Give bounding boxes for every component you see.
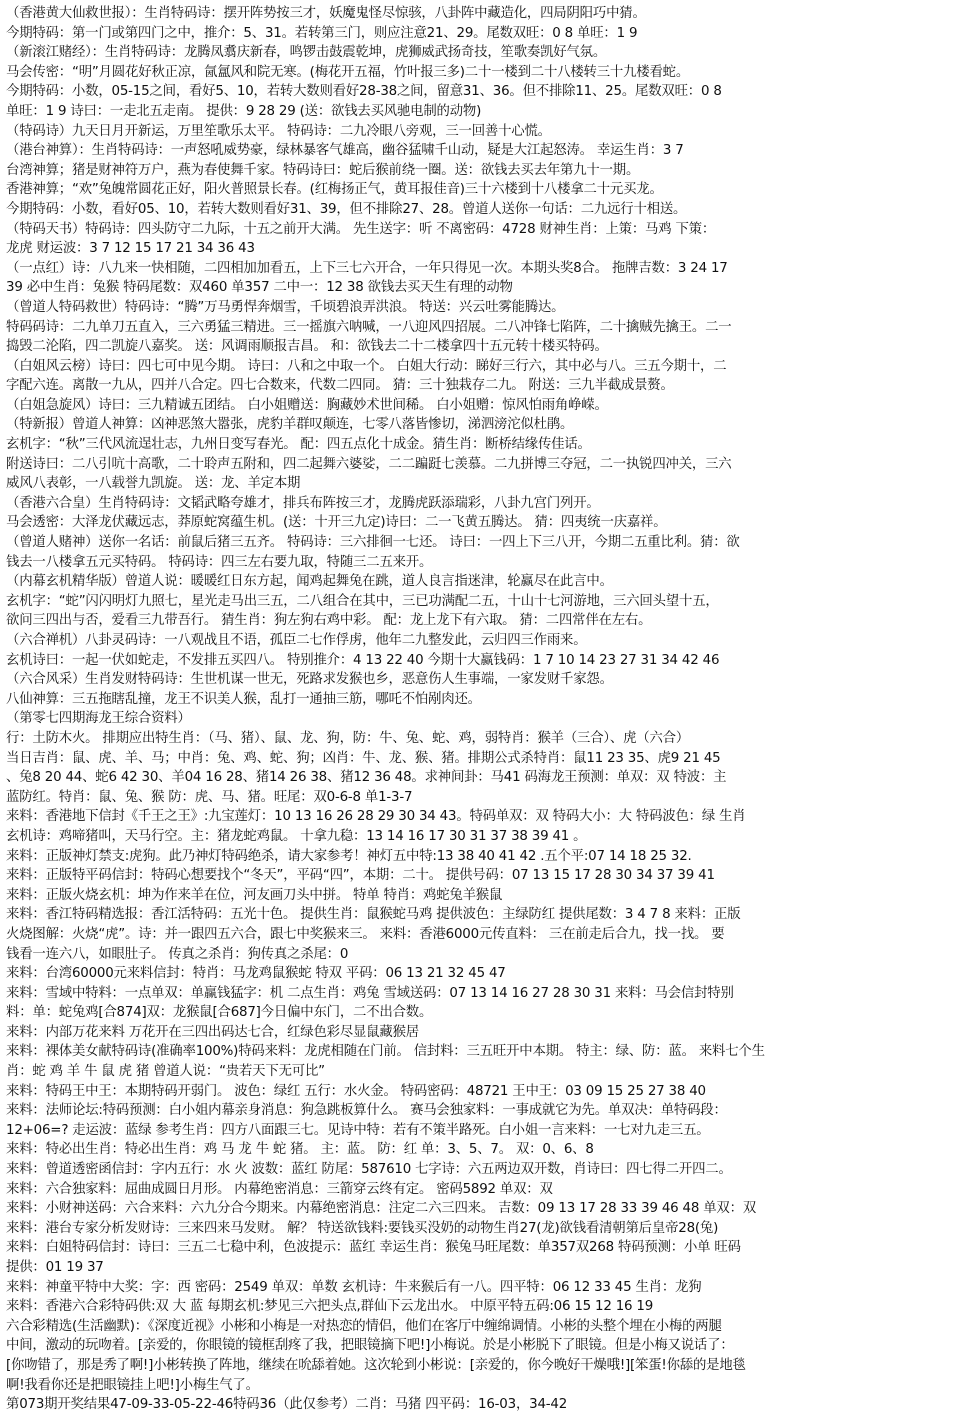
text-line: 今期特码：小数，05-15之间，看好5、10，若转大数则看好28-38之间，留意31、36。但不排除11、25。尾数双旺：0 8 — [6, 84, 722, 100]
text-line: 今期特码：第一门或第四门之中，推介：5、31。若转第三门，则应注意21、29。尾数双旺：0 8 单旺：1 9 — [6, 25, 638, 41]
text-line: 马会传密：“明”月圆花好秋正凉，氤氲风和院无寒。(梅花开五福，竹叶报三多)二十一楼到二十八楼转三十九楼看蛇。 — [6, 64, 690, 80]
text-line: 来料：特必出生肖：特必出生肖：鸡 马 龙 牛 蛇 猪。 主：蓝。 防：红 单：3、5、7。 双：0、6、8 — [6, 1142, 594, 1158]
text-line: 来料：小财神送码：六合来料：六九分合今期来。内幕绝密消息：注定二六三四来。 吉数：09 13 17 28 33 39 46 48 单双：双 — [6, 1201, 757, 1217]
text-line: （香港六合皇）生肖特码诗：文韬武略夸雄才，排兵布阵按三才，龙腾虎跃添瑞彩，八卦九宫门列开。 — [6, 495, 600, 511]
text-line: （白姐风云榜）诗曰：四七可中见今期。 诗曰：八和之中取一个。 白姐大行动：睇好三行六，其中必与八。三五今期十，二 — [6, 358, 727, 374]
text-line: （曾道人赌神）送你一名话：前鼠后猪三五齐。 特码诗：三六排徊一七还。 诗曰：一四上下三八开，今期二五重比利。猜：欲 — [6, 535, 740, 551]
text-line: （特码天书）特码诗：四头防守二九际，十五之前开大满。 先生送字：听 不离密码：4728 财神生肖：上策：马鸡 下策： — [6, 221, 716, 237]
document-body — [6, 4, 952, 1415]
text-line: （六合禅机）八卦灵码诗：一八观战且不语，孤臣二七作俘虏，他年二九整发此，云归四三作雨来。 — [6, 633, 587, 648]
text-line: （一点红）诗：八九来一快相随，二四相加加看五，上下三七六开合，一年只得见一次。本期头奖8合。 拖牌吉数：3 24 17 — [6, 260, 728, 276]
text-line: 玄机字：“蛇”闪闪明灯九照七，星光走马出三五，二八组合在其中，三已功满配二五，十山十七河游地，三六回头望十五， — [6, 593, 719, 609]
text-line: 马会透密：大泽龙伏藏远志，莽原蛇窝蕴生机。(送：十开三九定)诗曰：二一飞黄五腾达。 猜：四夷统一庆嘉祥。 — [6, 515, 667, 531]
text-line: 来料：香港地下信封《千王之王》:九宝莲灯：10 13 16 26 28 29 30 34 43。特码单双：双 特码大小：大 特码波色：绿 生肖 — [6, 809, 746, 825]
text-line: 39 必中生肖：兔猴 特码尾数：双460 单357 二中一：12 38 欲钱去买天生有理的动物 — [6, 280, 513, 296]
text-line: （特码诗）九天日月开新运，万里笙歌乐太平。 特码诗：二九冷眼八旁观，三一回善十心慌。 — [6, 123, 551, 139]
text-line: 中间，激动的玩吻着。[亲爱的，你眼镜的镜框刮疼了我，把眼镜摘下吧!]小梅说。於是小彬脱下了眼镜。但是小梅又说话了： — [6, 1338, 734, 1354]
text-line: 料：单：蛇兔鸡[合874]双：龙猴鼠[合687]今日偏中东门，二不出合数。 — [6, 1005, 433, 1021]
text-line: 来料：神童平特中大奖：字：西 密码：2549 单双：单数 玄机诗：牛来猴后有一八。四平特：06 12 33 45 生肖：龙狗 — [6, 1279, 702, 1295]
text-line: 当日吉肖：鼠、虎、羊、马；中肖：兔、鸡、蛇、狗；凶肖：牛、龙、猴、猪。排期公式杀特肖：鼠11 23 35、虎9 21 45 — [6, 750, 721, 766]
text-line: 提供：01 19 37 — [6, 1260, 104, 1275]
text-line: 蓝防红。特肖：鼠、兔、猴 防：虎、马、猪。旺尾：双0-6-8 单1-3-7 — [6, 789, 413, 805]
text-line: 来料：内部万花来料 万花开在三四出码达七合，红绿色彩尽显鼠藏猴居 — [6, 1024, 419, 1040]
text-line: 龙虎 财运波：3 7 12 15 17 21 34 36 43 — [6, 241, 255, 257]
text-line: （新滚江赌经）：生肖特码诗：龙腾凤翥庆新春，鸣锣击鼓震乾坤，虎狮威武扬奇技，笙歌奏凯好气氛。 — [6, 45, 607, 61]
text-line: （内幕玄机精华版）曾道人说：暖暖红日东方起，闻鸡起舞兔在跳，道人良言指迷津，轮赢尽在此言中。 — [6, 574, 613, 590]
text-line: 来料：雪域中特料：一点单双：单赢钱猛字：机 二点生肖：鸡兔 雪域送码：07 13 14 16 27 28 30 31 来料：马会信封特别 — [6, 985, 734, 1001]
text-line: 来料：法师论坛:特码预测：白小姐内幕亲身消息：狗急跳板算什么。 赛马会独家料：一事成就它为先。单双决：单特码段： — [6, 1103, 727, 1119]
text-line: 玄机诗曰：一起一伏如蛇走，不发排五买四八。 特别推介：4 13 22 40 今期十大赢钱码：1 7 10 14 23 27 31 34 42 46 — [6, 652, 720, 668]
text-line: 钱去一八楼拿五元买特码。 特码诗：四三左右要九取，特随三二五来开。 — [6, 554, 433, 570]
text-line: 香港神算；“欢”兔魄常圆花正好，阳火普照景长春。(红梅扬正气，黄耳报佳音)三十六楼到十八楼拿二十元买龙。 — [6, 182, 663, 198]
text-line: 啊!我看你还是把眼镜挂上吧!]小梅生气了。 — [6, 1377, 259, 1393]
text-line: 行：土防木火。 排期应出特生肖：（马、猪）、鼠、龙、狗，防：牛、兔、蛇、鸡，弱特肖：猴羊（三合）、虎（六合） — [6, 730, 690, 746]
text-line: 来料：裸体美女献特码诗(准确率100%)特码来料：龙虎相随在门前。 信封料：三五旺开中本期。 特主：绿、防：蓝。 来料七个生 — [6, 1044, 765, 1060]
text-line: 来料：香江特码精选报：香江活特码：五光十色。 提供生肖：鼠猴蛇马鸡 提供波色：主绿防红 提供尾数：3 4 7 8 来料：正版 — [6, 907, 741, 923]
text-line: 来料：曾道透密函信封：字内五行：水 火 波数：蓝红 防尾：587610 七字诗：六五两边双开数，肖诗曰：四七得二开四二。 — [6, 1162, 732, 1178]
text-line: 、兔8 20 44、蛇6 42 30、羊04 16 28、猪14 26 38、猪12 36 48。求神间卦：马41 码海龙王预测：单双：双 特波：主 — [6, 770, 727, 786]
text-line: 火烧图解：火烧“虎”。诗：并一跟四五六合，跟七中奖猴来三。 来料：香港6000元传直料： 三在前走后合九，找一找。 要 — [6, 926, 725, 942]
text-line: 来料：白姐特码信封：诗曰：三五二七稳中利，色波提示：蓝红 幸运生肖：猴兔马旺尾数：单357双268 特码预测：小单 旺码 — [6, 1240, 741, 1256]
text-line: 钱看一连六八，如眼肚子。 传真之杀肖：狗传真之杀尾：0 — [6, 946, 349, 962]
text-line: 捣毁二沦陷，四二凯旋八嘉奖。 送：风调雨顺报吉昌。 和：欲钱去二十二楼拿四十五元转十楼买特码。 — [6, 339, 608, 355]
text-line: 今期特码：小数，看好05、10，若转大数则看好31、39，但不排除27、28。曾道人送你一句话：二九远行十相送。 — [6, 201, 687, 217]
text-line: 来料：香港六合彩特码供:双 大 蓝 每期玄机:梦见三六把头点,群仙下云龙出水。 中原平特五码:06 15 12 16 19 — [6, 1299, 654, 1315]
text-line: 欲问三四出与否，爱看三九带吾行。 猜生肖：狗左狗右鸡中彩。 配：龙上龙下有六取。 猜：二四常伴在左右。 — [6, 613, 652, 629]
text-line: 来料：正版火烧玄机：坤为作来羊在位，河友画刀头中拼。 特单 特肖：鸡蛇兔羊猴鼠 — [6, 887, 503, 903]
text-line: 玄机字：“秋”三代风流逞壮志，九州日变写春光。 配：四五点化十成金。猜生肖：断桥结缘传佳话。 — [6, 437, 591, 453]
text-line: 字配六连。离散一九从，四并八合定。四七合数来，代数二四同。 猜：三十独栽存二九。 附送：三九半截成景赘。 — [6, 378, 674, 394]
text-line: 特码码诗：二九单刀五直入，三六勇猛三精进。三一摇旗六呐喊，一八迎风四招展。二八冲锋七陷阵，二十擒贼先擒王。二一 — [6, 319, 732, 335]
text-line: 来料：特码王中王：本期特码开弱门。 波色：绿红 五行：水火金。 特码密码：48721 王中王：03 09 15 25 27 38 40 — [6, 1083, 706, 1099]
text-line: 六合彩精选(生活幽默)：《深度近视》小彬和小梅是一对热恋的情侣，他们在客厅中缠绵调情。小彬的头整个埋在小梅的两腿 — [6, 1318, 722, 1334]
text-line: （港台神算）：生肖特码诗：一声怒吼威势豪，绿林暴客气雄高，幽谷猛啸千山动，疑是大江起怒涛。 幸运生肖：3 7 — [6, 143, 684, 159]
text-line: 八仙神算：三五拖瞎乱撞，龙王不识美人猴，乱打一通抽三筋，哪吒不怕剐肉还。 — [6, 691, 481, 707]
text-line: 来料：正版神灯禁支:虎狗。此乃神灯特码绝杀，请大家参考！神灯五中特:13 38 40 41 42 .五个平:07 14 18 25 32. — [6, 848, 692, 864]
text-line: （香港黄大仙救世报）：生肖特码诗：摆开阵势按三才，妖魔鬼怪尽惊骇，八卦阵中藏造化，四局阴阳巧中猜。 — [6, 6, 646, 21]
text-line: 单旺：1 9 诗曰：一走北五走南。 提供：9 28 29 (送：欲钱去买风驰电制的动物) — [6, 103, 482, 119]
text-line: 玄机诗：鸡啼猪叫，天马行空。主：猪龙蛇鸡鼠。 十拿九稳：13 14 16 17 30 31 37 38 39 41 。 — [6, 828, 587, 844]
text-line: （曾道人特码救世）特码诗：“腾”万马勇悍奔烟雪，千顷碧浪弄洪浪。 特送：兴云吐雾能腾达。 — [6, 299, 565, 315]
text-line: 第073期开奖结果47-09-33-05-22-46特码36（此仅参考）二肖：马猪 四平码：16-03，34-42 — [6, 1397, 568, 1413]
text-line: 来料：台湾60000元来料信封：特肖：马龙鸡鼠猴蛇 特双 平码：06 13 21 32 45 47 — [6, 966, 506, 982]
text-line: 威风八表彰，一八载誉九凯旋。 送：龙、羊定本期 — [6, 476, 301, 492]
text-line: 肖：蛇 鸡 羊 牛 鼠 虎 猪 曾道人说：“贵若天下无可比” — [6, 1064, 325, 1080]
text-line: 来料：六合独家料：屈曲成圆日月形。 内幕绝密消息：三箭穿云终有定。 密码5892 单双：双 — [6, 1181, 553, 1197]
text-line: 台湾神算；猪是财神符万户，燕为春使舞千家。特码诗曰：蛇后猴前绕一圈。送：欲钱去买去年第九十一期。 — [6, 162, 640, 178]
text-line: （白姐急旋风）诗曰：三九精诚五团结。 白小姐赠送：胸藏妙术世间稀。 白小姐赠：惊风怕雨角峥嵘。 — [6, 397, 608, 413]
text-line: （六合风采）生肖发财特码诗：生世机谋一世无，死路求发猴也乡，恶意伤人生事端，一家发财千家怨。 — [6, 672, 613, 688]
text-line: [你吻错了，那是秀了啊!]小彬转换了阵地，继续在吮舔着她。这次轮到小彬说：[亲爱的，你今晚好干燥哦!][笨蛋!你舔的是地毯 — [6, 1357, 746, 1373]
text-line: 来料：港台专家分析发财诗：三来四来马发财。 解？ 特送欲钱料:要钱买没奶的动物生肖27(龙)欲钱看清朝第后皇帝28(兔) — [6, 1220, 719, 1236]
text-line: （特新报）曾道人神算：凶神恶煞大嚣张，虎豹羊群叹颠连，七零八落皆惨切，涕泗滂沱似杜鹃。 — [6, 417, 574, 433]
text-line: 12+06=? 走运波：蓝绿 参考生肖：四方八面跟三七。见诗中特：若有不策半路死。白小姐一言来料：一七对九走三五。 — [6, 1122, 710, 1138]
text-line: 来料：正版特平码信封：特码心想要找个“冬天”，平码“四”，本期：二十。 提供号码：07 13 15 17 28 30 34 37 39 41 — [6, 868, 715, 884]
text-line: 附送诗曰：二八引吭十高歌，二十聆声五附和，四二起舞六婆娑，二二蹁跹七羡慕。二九拼博三夺冠，二一执锐四冲关，三六 — [6, 456, 732, 472]
text-line: （第零七四期海龙王综合资料） — [6, 711, 191, 727]
